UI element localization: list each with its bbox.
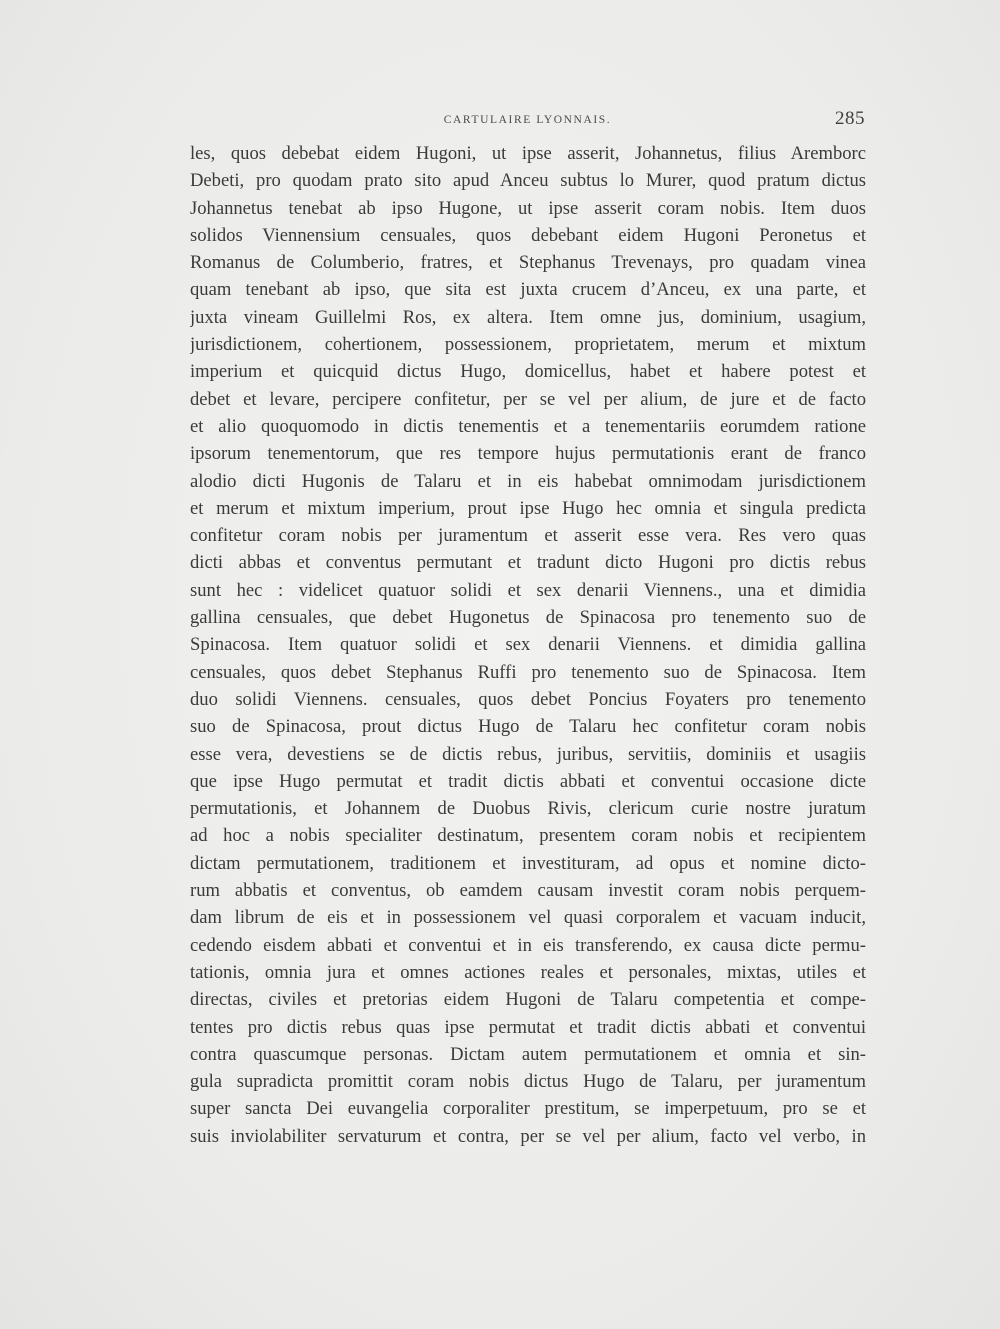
text-line: Romanus de Columberio, fratres, et Stephanus Trevenays, pro quadam vinea: [190, 252, 866, 274]
text-line: confitetur coram nobis per juramentum et asserit esse vera. Res vero quas: [190, 525, 866, 547]
text-line: gula supradicta promittit coram nobis dictus Hugo de Talaru, per juramentum: [190, 1071, 866, 1093]
text-line: et merum et mixtum imperium, prout ipse Hugo hec omnia et singula predicta: [190, 497, 866, 519]
text-line: dam librum de eis et in possessionem vel quasi corporalem et vacuam inducit,: [190, 907, 866, 929]
running-head: [190, 108, 865, 132]
text-line: censuales, quos debet Stephanus Ruffi pro tenemento suo de Spinacosa. Item: [190, 661, 866, 683]
text-line: super sancta Dei euvangelia corporaliter prestitum, se imperpetuum, pro se et: [190, 1098, 866, 1120]
text-line: tentes pro dictis rebus quas ipse permutat et tradit dictis abbati et conventui: [190, 1016, 866, 1038]
text-line: dictam permutationem, traditionem et investituram, ad opus et nomine dicto-: [190, 852, 866, 874]
text-line: alodio dicti Hugonis de Talaru et in eis habebat omnimodam jurisdictionem: [190, 470, 866, 492]
body-text: [190, 140, 866, 1150]
text-line: suo de Spinacosa, prout dictus Hugo de Talaru hec confitetur coram nobis: [190, 716, 866, 738]
text-line: ad hoc a nobis specialiter destinatum, presentem coram nobis et recipientem: [190, 825, 866, 847]
text-line: que ipse Hugo permutat et tradit dictis abbati et conventui occasione dicte: [190, 770, 866, 792]
page-number: 285: [835, 108, 865, 129]
text-line: gallina censuales, que debet Hugonetus de Spinacosa pro tenemento suo de: [190, 607, 866, 629]
text-line: solidos Viennensium censuales, quos debebant eidem Hugoni Peronetus et: [190, 224, 866, 246]
text-line: jurisdictionem, cohertionem, possessionem, proprietatem, merum et mixtum: [190, 334, 866, 356]
text-line: sunt hec : videlicet quatuor solidi et sex denarii Viennens., una et dimidia: [190, 579, 866, 601]
text-line: esse vera, devestiens se de dictis rebus, juribus, servitiis, dominiis et usagiis: [190, 743, 866, 765]
text-line: Debeti, pro quodam prato sito apud Anceu subtus lo Murer, quod pratum dictus: [190, 170, 866, 192]
text-line: contra quascumque personas. Dictam autem permutationem et omnia et sin-: [190, 1043, 866, 1065]
text-line: quam tenebant ab ipso, que sita est juxta crucem d’Anceu, ex una parte, et: [190, 279, 866, 301]
text-line: Spinacosa. Item quatuor solidi et sex denarii Viennens. et dimidia gallina: [190, 634, 866, 656]
text-line: ipsorum tenementorum, que res tempore hujus permutationis erant de franco: [190, 443, 866, 465]
text-line: permutationis, et Johannem de Duobus Rivis, clericum curie nostre juratum: [190, 798, 866, 820]
text-line: et alio quoquomodo in dictis tenementis et a tenementariis eorumdem ratione: [190, 415, 866, 437]
text-line: directas, civiles et pretorias eidem Hugoni de Talaru competentia et compe-: [190, 989, 866, 1011]
text-line: cedendo eisdem abbati et conventui et in eis transferendo, ex causa dicte permu-: [190, 934, 866, 956]
text-line: dicti abbas et conventus permutant et tradunt dicto Hugoni pro dictis rebus: [190, 552, 866, 574]
text-line: imperium et quicquid dictus Hugo, domicellus, habet et habere potest et: [190, 361, 866, 383]
text-line: Johannetus tenebat ab ipso Hugone, ut ipse asserit coram nobis. Item duos: [190, 197, 866, 219]
text-line: suis inviolabiliter servaturum et contra, per se vel per alium, facto vel verbo, in: [190, 1125, 866, 1147]
text-line: duo solidi Viennens. censuales, quos debet Poncius Foyaters pro tenemento: [190, 688, 866, 710]
text-line: tationis, omnia jura et omnes actiones reales et personales, mixtas, utiles et: [190, 961, 866, 983]
text-line: debet et levare, percipere confitetur, per se vel per alium, de jure et de facto: [190, 388, 866, 410]
text-line: juxta vineam Guillelmi Ros, ex altera. Item omne jus, dominium, usagium,: [190, 306, 866, 328]
text-line: les, quos debebat eidem Hugoni, ut ipse asserit, Johannetus, filius Aremborc: [190, 143, 866, 164]
running-title: CARTULAIRE LYONNAIS.: [443, 114, 612, 126]
text-line: rum abbatis et conventus, ob eamdem causam investit coram nobis perquem-: [190, 880, 866, 902]
